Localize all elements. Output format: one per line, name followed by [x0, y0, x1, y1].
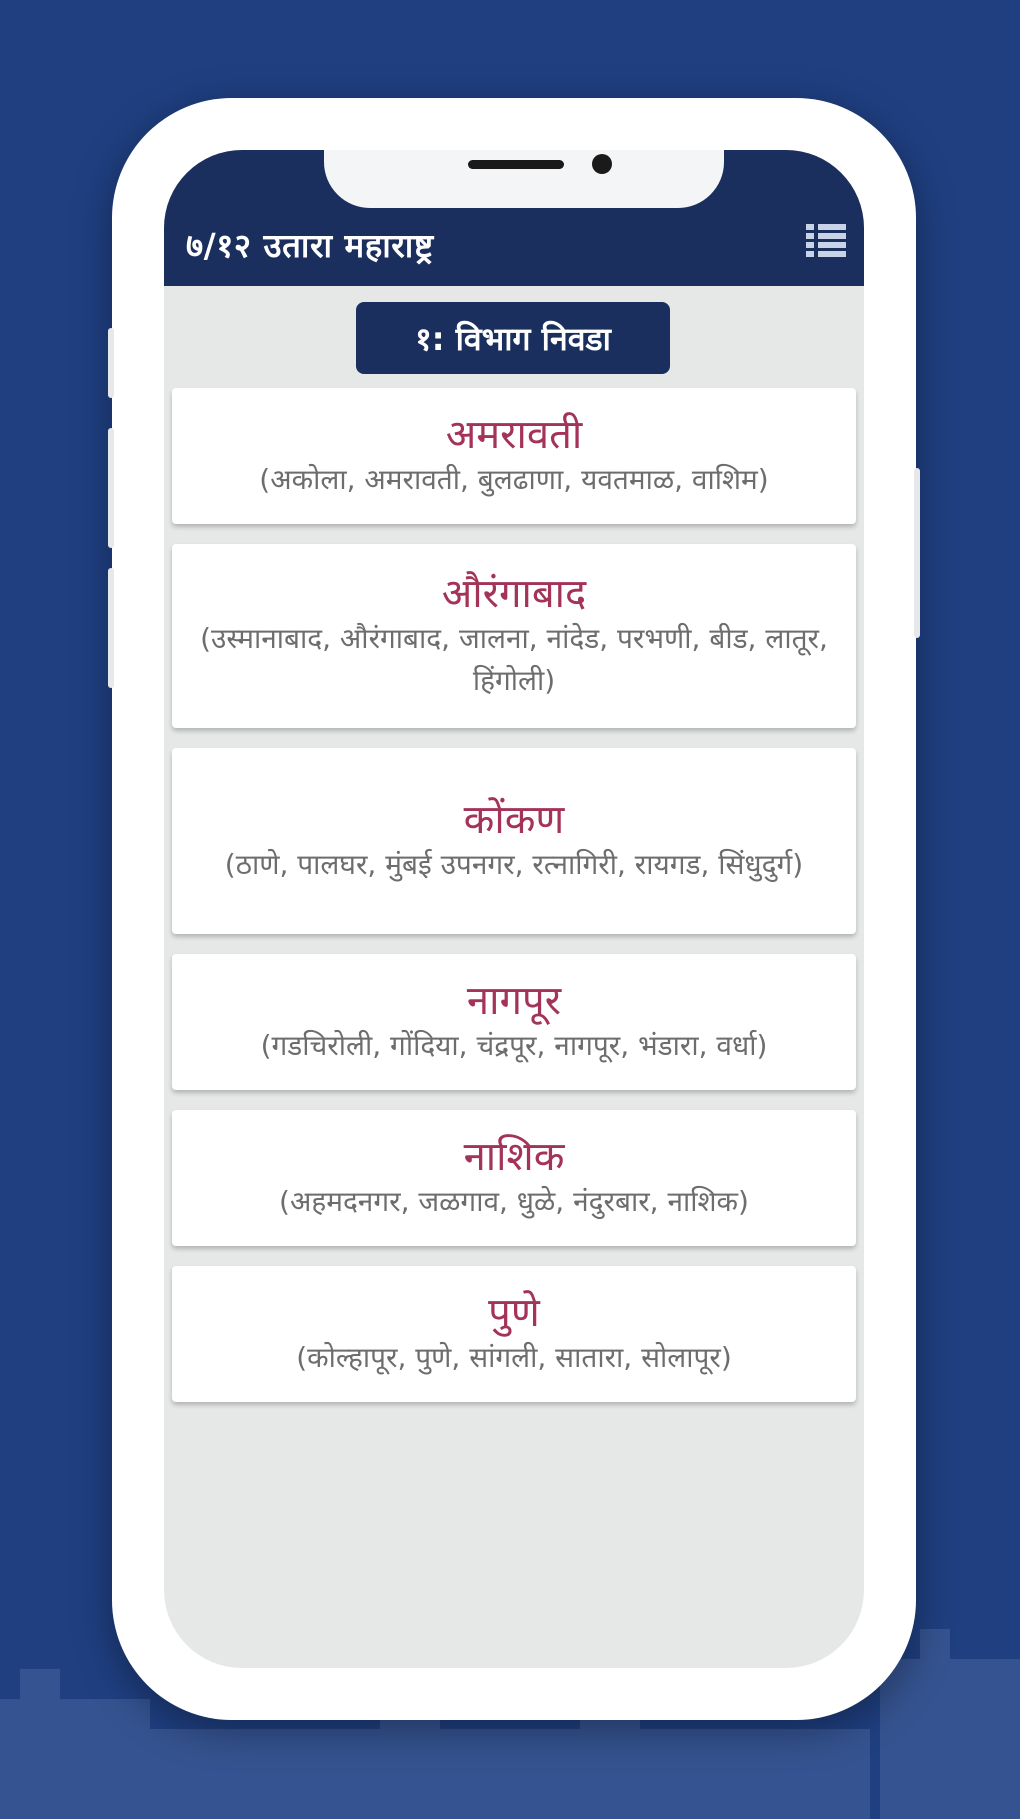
division-districts: (ठाणे, पालघर, मुंबई उपनगर, रत्नागिरी, रायगड, सिंधुदुर्ग) — [224, 848, 804, 881]
phone-side-button — [108, 428, 114, 548]
phone-notch — [324, 150, 724, 208]
phone-side-button — [914, 468, 920, 638]
division-districts: (कोल्हापूर, पुणे, सांगली, सातारा, सोलापूर) — [296, 1341, 732, 1374]
division-districts: (अहमदनगर, जळगाव, धुळे, नंदुरबार, नाशिक) — [279, 1185, 749, 1218]
division-districts: (उस्मानाबाद, औरंगाबाद, जालना, नांदेड, परभणी, बीड, लातूर, हिंगोली) — [200, 622, 828, 697]
division-title: कोंकण — [463, 797, 565, 843]
division-title: नागपूर — [466, 978, 562, 1024]
division-title: अमरावती — [445, 412, 583, 458]
speaker-icon — [468, 160, 564, 169]
division-districts: (गडचिरोली, गोंदिया, चंद्रपूर, नागपूर, भंडारा, वर्धा) — [260, 1029, 768, 1062]
camera-icon — [592, 154, 612, 174]
app-title: ७/१२ उतारा महाराष्ट्र — [186, 226, 434, 265]
app-bar — [164, 150, 864, 286]
division-card-konkan[interactable] — [172, 748, 856, 934]
phone-frame — [112, 98, 916, 1720]
division-districts: (अकोला, अमरावती, बुलढाणा, यवतमाळ, वाशिम) — [259, 463, 769, 496]
division-title: पुणे — [488, 1290, 540, 1336]
division-card-nagpur[interactable] — [172, 954, 856, 1090]
division-title: औरंगाबाद — [441, 571, 587, 617]
phone-screen — [164, 150, 864, 1668]
list-menu-icon[interactable] — [804, 220, 848, 260]
phone-side-button — [108, 568, 114, 688]
division-title: नाशिक — [463, 1134, 565, 1180]
division-card-aurangabad[interactable] — [172, 544, 856, 728]
division-card-amravati[interactable] — [172, 388, 856, 524]
division-card-nashik[interactable] — [172, 1110, 856, 1246]
phone-side-button — [108, 328, 114, 398]
division-card-pune[interactable] — [172, 1266, 856, 1402]
section-heading-badge: १: विभाग निवडा — [356, 302, 670, 374]
